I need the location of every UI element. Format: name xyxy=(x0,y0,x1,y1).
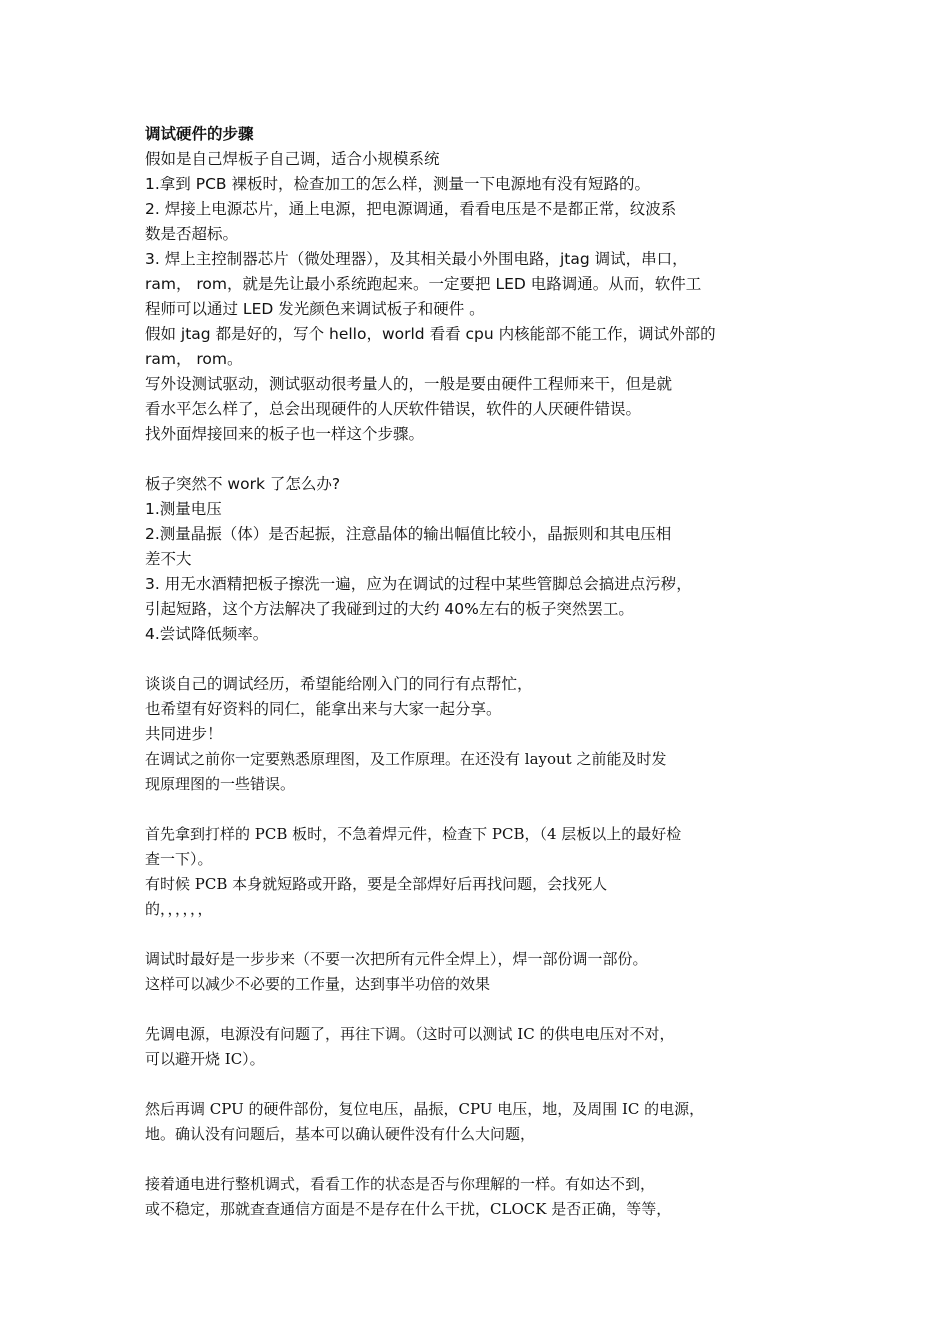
paragraph-line: 差不大 xyxy=(145,550,192,568)
paragraph-line: 接着通电进行整机调式，看看工作的状态是否与你理解的一样。有如达不到， xyxy=(145,1175,656,1193)
paragraph-line: 2.测量晶振（体）是否起振，注意晶体的输出幅值比较小，晶振则和其电压相 xyxy=(145,525,672,543)
paragraph-line: 地。确认没有问题后，基本可以确认硬件没有什么大问题， xyxy=(145,1125,536,1143)
paragraph-line: 调试时最好是一步步来（不要一次把所有元件全焊上），焊一部份调一部份。 xyxy=(145,950,648,968)
paragraph-line: 查一下）。 xyxy=(145,850,213,868)
section-experience-intro xyxy=(145,672,810,747)
section-schematic xyxy=(145,747,810,797)
paragraph-line: 找外面焊接回来的板子也一样这个步骤。 xyxy=(145,425,425,443)
paragraph-line: 共同进步！ xyxy=(145,725,223,743)
section-step-by-step xyxy=(145,947,810,997)
paragraph-gap xyxy=(145,997,810,1022)
paragraph-line: ram， rom。 xyxy=(145,350,243,368)
paragraph-line: ram， rom，就是先让最小系统跑起来。一定要把 LED 电路调通。从而，软件工 xyxy=(145,275,702,293)
paragraph-line: 程师可以通过 LED 发光颜色来调试板子和硬件 。 xyxy=(145,300,485,318)
paragraph-line: 1.测量电压 xyxy=(145,500,222,518)
paragraph-line: 数是否超标。 xyxy=(145,225,239,243)
paragraph-line: 的，，，，，， xyxy=(145,900,213,918)
paragraph-line: 假如是自己焊板子自己调，适合小规模系统 xyxy=(145,150,440,168)
document-title: 调试硬件的步骤 xyxy=(145,125,254,143)
paragraph-gap xyxy=(145,447,810,472)
paragraph-line: 或不稳定，那就查查通信方面是不是存在什么干扰，CLOCK 是否正确，等等， xyxy=(145,1200,672,1218)
paragraph-line: 首先拿到打样的 PCB 板时，不急着焊元件，检查下 PCB，（4 层板以上的最好检 xyxy=(145,825,682,843)
paragraph-gap xyxy=(145,647,810,672)
paragraph-line: 可以避开烧 IC）。 xyxy=(145,1050,265,1068)
section-board-not-working xyxy=(145,472,810,647)
paragraph-line: 1.拿到 PCB 裸板时，检查加工的怎么样，测量一下电源地有没有短路的。 xyxy=(145,175,650,193)
section-self-solder-steps xyxy=(145,147,810,447)
section-cpu-hardware xyxy=(145,1097,810,1147)
paragraph-line: 也希望有好资料的同仁，能拿出来与大家一起分享。 xyxy=(145,700,502,718)
paragraph-line: 3. 焊上主控制器芯片（微处理器），及其相关最小外围电路，jtag 调试，串口， xyxy=(145,250,688,268)
paragraph-gap xyxy=(145,922,810,947)
paragraph-line: 这样可以减少不必要的工作量，达到事半功倍的效果 xyxy=(145,975,491,993)
section-system-debug xyxy=(145,1172,810,1222)
section-power-first xyxy=(145,1022,810,1072)
paragraph-line: 写外设测试驱动，测试驱动很考量人的，一般是要由硬件工程师来干，但是就 xyxy=(145,375,673,393)
paragraph-line: 然后再调 CPU 的硬件部份，复位电压，晶振，CPU 电压，地，及周围 IC 的电源， xyxy=(145,1100,705,1118)
document-body xyxy=(145,122,810,1222)
section-pcb-check xyxy=(145,822,810,922)
paragraph-line: 现原理图的一些错误。 xyxy=(145,775,296,793)
paragraph-line: 引起短路，这个方法解决了我碰到过的大约 40%左右的板子突然罢工。 xyxy=(145,600,634,618)
paragraph-line: 谈谈自己的调试经历，希望能给刚入门的同行有点帮忙， xyxy=(145,675,533,693)
paragraph-line: 板子突然不 work 了怎么办? xyxy=(145,475,341,493)
paragraph-line: 看水平怎么样了，总会出现硬件的人厌软件错误，软件的人厌硬件错误。 xyxy=(145,400,642,418)
paragraph-gap xyxy=(145,1147,810,1172)
paragraph-line: 在调试之前你一定要熟悉原理图，及工作原理。在还没有 layout 之前能及时发 xyxy=(145,750,667,768)
paragraph-line: 假如 jtag 都是好的，写个 hello，world 看看 cpu 内核能部不能工作，调试外部的 xyxy=(145,325,716,343)
paragraph-line: 2. 焊接上电源芯片，通上电源，把电源调通，看看电压是不是都正常，纹波系 xyxy=(145,200,677,218)
paragraph-line: 先调电源，电源没有问题了，再往下调。（这时可以测试 IC 的供电电压对不对， xyxy=(145,1025,675,1043)
paragraph-line: 3. 用无水酒精把板子擦洗一遍，应为在调试的过程中某些管脚总会搞进点污秽， xyxy=(145,575,692,593)
paragraph-gap xyxy=(145,797,810,822)
paragraph-line: 4.尝试降低频率。 xyxy=(145,625,269,643)
paragraph-gap xyxy=(145,1072,810,1097)
paragraph-line: 有时候 PCB 本身就短路或开路，要是全部焊好后再找问题，会找死人 xyxy=(145,875,608,893)
